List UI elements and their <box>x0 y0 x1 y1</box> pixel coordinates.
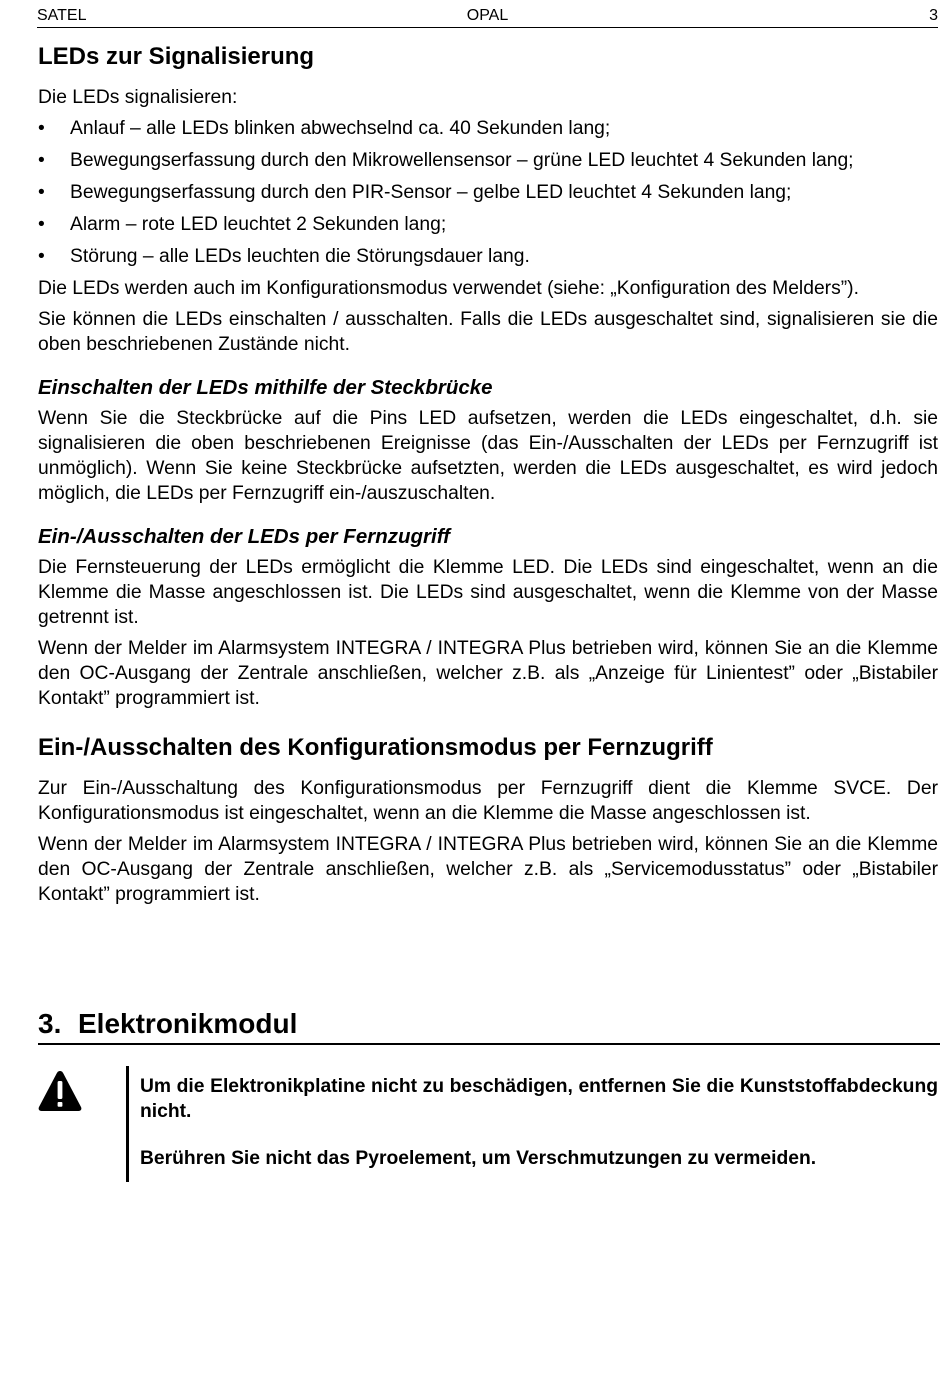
leds-paragraph-1: Die LEDs werden auch im Konfigurationsmodus verwendet (siehe: „Konfiguration des Melders”). <box>38 278 859 299</box>
bullet-icon: • <box>38 150 45 171</box>
page-content <box>38 40 938 913</box>
remote-leds-paragraph-2: Wenn der Melder im Alarmsystem INTEGRA / INTEGRA Plus betrieben wird, können Sie an die Klemme den OC-Ausgang der Zentrale anschließen, welcher z.B. als „Anzeige für Linientest” oder „Bistabiler Kontakt” programmiert ist. <box>38 638 938 709</box>
warning-text <box>140 1074 938 1193</box>
warning-triangle-icon <box>38 1070 82 1112</box>
leds-intro: Die LEDs signalisieren: <box>38 87 238 108</box>
jumper-paragraph: Wenn Sie die Steckbrücke auf die Pins LED aufsetzen, werden die LEDs eingeschaltet, d.h. sie signalisieren die oben beschriebenen Ereignisse (das Ein-/Ausschalten der LEDs per Fernzugriff ist unmöglich). Wenn Sie keine Steckbrücke aufsetzten, werden die LEDs ausgeschaltet, es wird jedoch möglich, die LEDs per Fernzugriff ein-/auszuschalten. <box>38 408 938 504</box>
list-item: • Bewegungserfassung durch den Mikrowellensensor – grüne LED leuchtet 4 Sekunden lang; <box>38 150 854 171</box>
section-title-remote-leds: Ein-/Ausschalten der LEDs per Fernzugriff <box>38 525 450 548</box>
bullet-icon: • <box>38 118 45 139</box>
bullet-icon: • <box>38 182 45 203</box>
remote-leds-paragraph-1: Die Fernsteuerung der LEDs ermöglicht die Klemme LED. Die LEDs sind eingeschaltet, wenn an die Klemme die Masse angeschlossen ist. Die LEDs sind ausgeschaltet, wenn die Klemme von der Masse getrennt ist. <box>38 557 938 628</box>
remote-config-paragraph-2: Wenn der Melder im Alarmsystem INTEGRA / INTEGRA Plus betrieben wird, können Sie an die Klemme den OC-Ausgang der Zentrale anschließen, welcher z.B. als „Servicemodusstatus” oder „Bistabiler Kontakt” programmiert ist. <box>38 834 938 905</box>
chapter-title: Elektronikmodul <box>78 1008 298 1039</box>
list-item: • Bewegungserfassung durch den PIR-Sensor – gelbe LED leuchtet 4 Sekunden lang; <box>38 182 792 203</box>
list-item: • Anlauf – alle LEDs blinken abwechselnd ca. 40 Sekunden lang; <box>38 118 611 139</box>
section-title-jumper: Einschalten der LEDs mithilfe der Steckbrücke <box>38 376 493 399</box>
header-product: OPAL <box>466 7 509 24</box>
section-title-remote-config: Ein-/Ausschalten des Konfigurationsmodus per Fernzugriff <box>38 734 713 761</box>
warning-box <box>38 1066 938 1182</box>
leds-list <box>38 116 938 269</box>
warning-text-1: Um die Elektronikplatine nicht zu beschädigen, entfernen Sie die Kunststoffabdeckung nicht. <box>140 1076 938 1122</box>
chapter-heading <box>38 1005 940 1045</box>
header-brand: SATEL <box>37 7 87 24</box>
warning-text-2: Berühren Sie nicht das Pyroelement, um Verschmutzungen zu vermeiden. <box>140 1148 817 1169</box>
remote-config-paragraph-1: Zur Ein-/Ausschaltung des Konfigurationsmodus per Fernzugriff dient die Klemme SVCE. Der Konfigurationsmodus ist eingeschaltet, wenn an die Klemme die Masse angeschlossen ist. <box>38 778 938 824</box>
bullet-icon: • <box>38 246 45 267</box>
warning-divider <box>126 1066 129 1182</box>
chapter-number: 3. <box>38 1008 62 1039</box>
section-title-leds: LEDs zur Signalisierung <box>38 43 315 70</box>
list-item: • Alarm – rote LED leuchtet 2 Sekunden lang; <box>38 214 447 235</box>
list-item: • Störung – alle LEDs leuchten die Störungsdauer lang. <box>38 246 530 267</box>
leds-paragraph-2: Sie können die LEDs einschalten / ausschalten. Falls die LEDs ausgeschaltet sind, signalisieren sie die oben beschriebenen Zustände nicht. <box>38 309 938 355</box>
page-header <box>37 5 938 28</box>
page-number: 3 <box>929 7 938 24</box>
bullet-icon: • <box>38 214 45 235</box>
